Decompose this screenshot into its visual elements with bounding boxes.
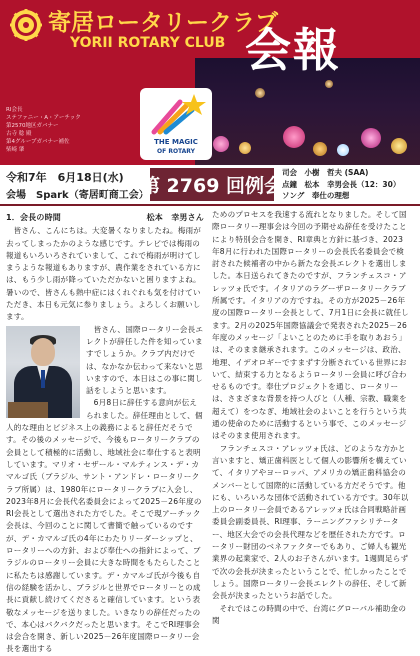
- club-info-line: ステファニー・A・アーチック: [6, 115, 81, 121]
- newsletter-header: [0, 0, 420, 165]
- newsletter-title: 会報: [245, 23, 341, 77]
- club-info-line: 第2570地区ガバナー: [6, 123, 59, 129]
- lantern-decoration: [239, 142, 251, 154]
- club-info-line: 第4グループガバナー補佐: [6, 139, 70, 145]
- meeting-number-badge: 第 2769 回例会: [150, 168, 274, 201]
- article-left-column: [6, 212, 204, 656]
- meeting-info-bar: [0, 165, 420, 206]
- magic-of-rotary-logo: [140, 88, 212, 160]
- article-paragraph: 6月8日に辞任する意向が伝えられました。辞任理由として、個人的な理由とビジネス上の義務によると辞任だそうです。その後のメッセージで、今後もロータリークラブの会員として積極的に活動し、地域社会に奉仕すると表明しています。マリオ・セザール・マルティンス・デ・カマルゴ氏（ブラジル、サント・アンドレ・ロータリークラブ所属）は、1980年にロータリークラブに入会し、2023年8月に会長代名委員会によって2025－26年度のRI会長として選出された方でした。そこで現アーチック会長は、今回のことに関して書簡で触っているのですが、デ・カマルゴ氏の4年にわたりリーダーシップと、ロータリーへの方針、および奉仕への指針によって、ブラジルのロータリー会員に大きな時間をもたらしたことに私たちは感謝しています。デ・カマルゴ氏が今後も自信の経験を活かし、ブラジルと世界でロータリーとの成長に貢献し続けてくださると確信しています。という表敬なメッセージを送りました。いきなりの辞任だったので、本心はバクバクだったと思います。そこでRI理事会は会合を開き、新しい2025－26年度国際ロータリー会長を選出する: [6, 398, 203, 654]
- role-line: 司会 小樹 哲夫 (SAA): [282, 168, 369, 177]
- article-right-column: [212, 209, 410, 627]
- meeting-roles: [282, 167, 400, 202]
- section-title: 1．会長の時間: [6, 213, 61, 222]
- article-paragraph: ためのプロセスを我速する流れとなりました。そして国際ロータリー理事会は今回の予期せぬ辞任を受けたことにより特別会合を開き、RI章典と方針に基づき、2023年8月に行われた国際ロータリーの会長氏名委員会で検討された候補者の中から新たな会長エレクトを選出しました。本日送られてきたのですが、フランチェスコ・アレッツォ氏です。イタリアのラグーザロータリークラブ所属です。イタリアの方ですね。その方が2025－26年度の国際ロータリー会長として、7月1日に会長に就任します。2月の2025年国際協議会で発表された2025－26年度のメッセージ「よいことのために手を取りあおう」は、そのまま継承されます。このメッセージは、政治、地理、イデオロギーですまずす分断されている世界において、結束する力となるようロータリー会員に呼び合わせるものです。奉仕プロジェクトを通じ、ロータリーは、さまざまな背景を持つ人びと（人種、宗教、職業を超えて）をつなぎ、地域社会のよいことを行うという共通の使命のために活動するという事で、このメッセージはそのまま使用されます。: [212, 210, 409, 441]
- club-officers-info: [6, 106, 116, 154]
- lantern-decoration: [337, 144, 349, 156]
- article-paragraph: それではこの時間の中で、台湾にグローバル補助金の関: [212, 603, 407, 625]
- meeting-date: 令和7年 6月18日(水): [6, 171, 124, 184]
- article-paragraph: 皆さん、こんにちは。大変暑くなりましたね。梅雨が去ってしまったかのような感じです。テレビでは梅雨の報道もいろいろされていまして、これで梅雨が明けてしまうような報道もありますが、農作業をされている方には、もう少し雨が降っていただかないと困りますよね。暑いので、皆さんも熱中症にはくれぐれも気を付けていただき、本日も元気に参りましょう。よろしくお願いします。: [6, 226, 202, 322]
- lantern-decoration: [313, 142, 327, 156]
- rotary-wheel-icon: [9, 8, 43, 42]
- article-paragraph: 皆さん、国際ロータリー会長エレクトが辞任した件を知っていますでしょうか。クラブ内だけでは、なかなか伝わって来ないと思いますので、本日はこの事に関し話をしようと思います。: [86, 324, 204, 396]
- club-info-line: RI会長: [6, 107, 23, 113]
- lantern-decoration: [255, 88, 265, 98]
- club-title-en: YORII ROTARY CLUB: [70, 35, 226, 51]
- lantern-decoration: [283, 126, 305, 148]
- role-line: 点鐘 松本 幸男会長（12：30）: [282, 179, 401, 189]
- lantern-decoration: [325, 80, 333, 88]
- club-info-line: 古寺 稔 殿: [6, 131, 32, 137]
- section-heading: [6, 212, 204, 224]
- club-title-jp: 寄居ロータリークラブ: [48, 10, 278, 36]
- section-author: 松本 幸男さん: [146, 213, 204, 222]
- lantern-decoration: [361, 128, 381, 148]
- role-line: ソング 奉仕の理想: [282, 191, 350, 200]
- lantern-decoration: [391, 138, 407, 154]
- club-info-line: 柴崎 肇: [6, 147, 25, 153]
- logo-text-line2: OF ROTARY: [157, 148, 195, 155]
- article-paragraph: フランチェスコ・アレッツォ氏は、どのような方かと言いますと、矯正歯科医として個人の影響所を構えていて、イタリアやヨーロッパ、アメリカの矯正歯科協会のメンバーとして国際的に活動している方だそうです。他にも、いろいろな団体で活動されている方です。30年以上のロータリー会員であるアレッツォ氏は合同戦略計画委員会副委員長、RI理事、ラーニングファシリテーター、地区大会での会長代理などを歴任された方です。ロータリー財団のベネファクターでもあり、ご婦人も観光業界の起業家で、2人のお子さんがいます。1週間足らずで次の会長が決まったということで、忙しかったことでしょう。国際ロータリー会長エレクトの辞任、そして新会長が決まったというお話でした。: [212, 443, 409, 601]
- meeting-venue: 会場 Spark（寄居町商工会）: [6, 190, 149, 201]
- logo-text-line1: THE MAGIC: [154, 138, 198, 146]
- president-photo: [6, 326, 80, 418]
- lantern-decoration: [213, 136, 229, 152]
